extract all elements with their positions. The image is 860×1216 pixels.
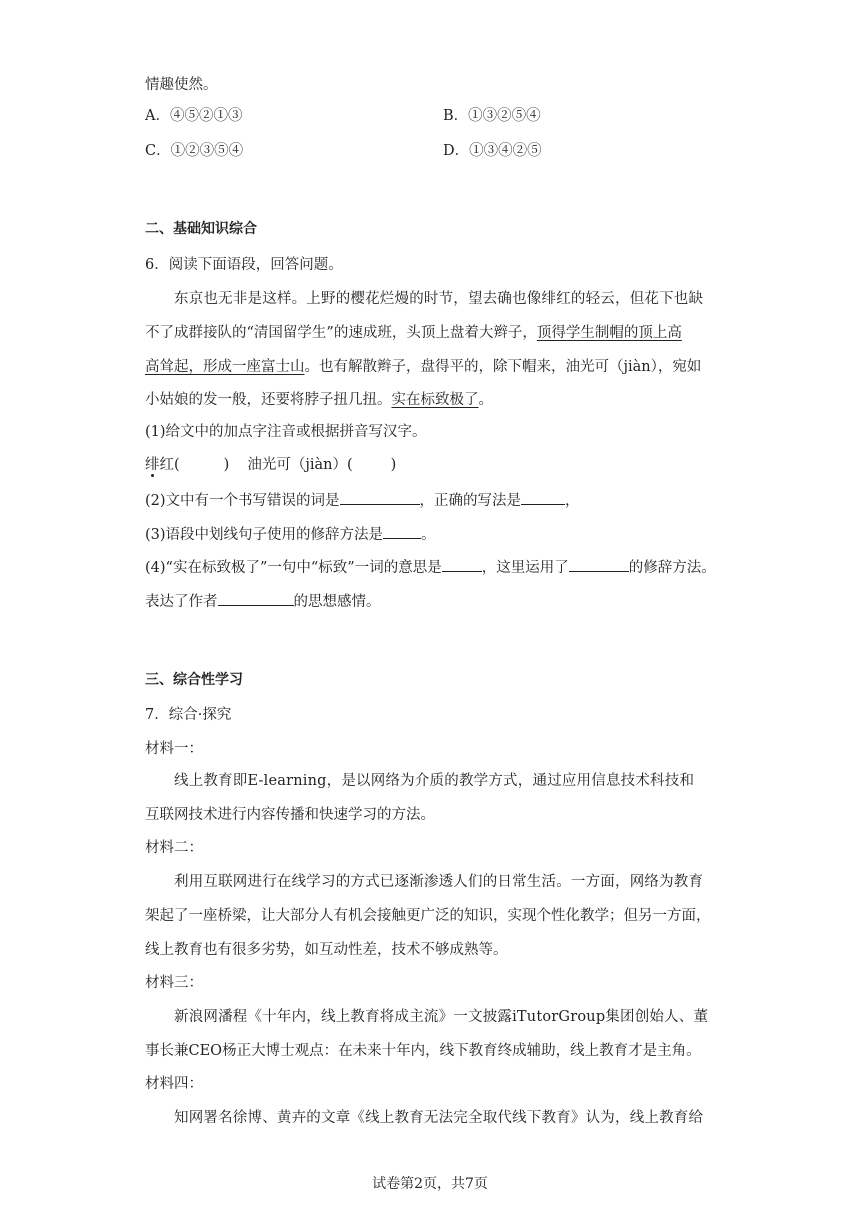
answer-blank[interactable] <box>218 591 294 606</box>
label: ) <box>223 457 230 473</box>
answer-blank[interactable] <box>521 490 565 505</box>
material-1-line: 互联网技术进行内容传播和快速学习的方法。 <box>145 807 435 823</box>
material-3-line: 新浪网潘程《十年内，线上教育将成主流》一文披露iTutorGroup集团创始人、董 <box>174 1009 709 1025</box>
section-2-title: 二、基础知识综合 <box>145 221 257 237</box>
label: 表达了作者 <box>145 594 218 610</box>
q5-option-d: D．①③④②⑤ <box>443 143 542 159</box>
section-3-title: 三、综合性学习 <box>145 672 243 688</box>
label: 红( <box>159 457 180 473</box>
q6-sub1: (1)给文中的加点字注音或根据拼音写汉字。 <box>145 424 427 440</box>
q5-option-a: A．④⑤②①③ <box>145 108 243 124</box>
material-1-line: 线上教育即E-learning，是以网络为介质的教学方式，通过应用信息技术科技和 <box>174 773 695 789</box>
label: 的思想感情。 <box>293 594 381 610</box>
answer-blank[interactable] <box>569 557 629 572</box>
passage-text: 。也有解散辫子，盘得平的，除下帽来，油光可（jiàn），宛如 <box>304 359 702 375</box>
passage-text: 不了成群接队的“清国留学生”的速成班，头顶上盘着大辫子， <box>145 325 537 341</box>
label: (3)语段中划线句子使用的修辞方法是 <box>145 527 384 543</box>
q6-sub4 <box>145 557 716 578</box>
underlined-sentence: 顶得学生制帽的顶上高 <box>536 325 682 341</box>
passage-line-3 <box>145 357 701 377</box>
q6-sub3 <box>145 524 436 545</box>
material-2-label: 材料二： <box>145 840 203 856</box>
material-2-line: 利用互联网进行在线学习的方式已逐渐渗透人们的日常生活。一方面，网络为教育 <box>174 874 704 890</box>
answer-blank[interactable] <box>442 557 482 572</box>
label: ) <box>390 457 397 473</box>
label: ， <box>565 493 580 509</box>
label: ，正确的写法是 <box>419 493 522 509</box>
underlined-sentence: 高耸起，形成一座富士山 <box>145 359 305 375</box>
passage-line-1: 东京也无非是这样。上野的樱花烂熳的时节，望去确也像绯红的轻云，但花下也缺 <box>174 291 704 307</box>
answer-blank[interactable] <box>340 490 420 505</box>
q5-tail: 情趣使然。 <box>145 77 218 93</box>
material-3-line: 事长兼CEO杨正大博士观点：在未来十年内，线下教育终成辅助，线上教育才是主角。 <box>145 1043 701 1059</box>
material-2-line: 线上教育也有很多劣势，如互动性差，技术不够成熟等。 <box>145 942 508 958</box>
page-footer: 试卷第2页，共7页 <box>372 1176 488 1192</box>
passage-line-2 <box>145 323 682 343</box>
label: 。 <box>421 527 436 543</box>
material-2-line: 架起了一座桥梁，让大部分人有机会接触更广泛的知识，实现个性化教学；但另一方面， <box>145 908 711 924</box>
dotted-char: 绯 <box>145 457 160 473</box>
material-4-label: 材料四： <box>145 1076 203 1092</box>
q6-sub4-cont <box>145 591 381 612</box>
label: 的修辞方法。 <box>628 560 716 576</box>
q6-sub1-answer-line <box>145 455 396 475</box>
q6-stem: 6．阅读下面语段，回答问题。 <box>145 257 343 273</box>
answer-blank[interactable] <box>383 524 421 539</box>
material-1-label: 材料一： <box>145 741 203 757</box>
label: (4)“实在标致极了”一句中“标致”一词的意思是 <box>145 560 442 576</box>
q5-option-c: C．①②③⑤④ <box>145 143 244 159</box>
material-4-line: 知网署名徐博、黄卉的文章《线上教育无法完全取代线下教育》认为，线上教育给 <box>174 1110 704 1126</box>
label: 油光可（jiàn）( <box>247 457 353 473</box>
label: ，这里运用了 <box>481 560 569 576</box>
passage-line-4 <box>145 390 493 410</box>
q5-option-b: B．①③②⑤④ <box>443 108 541 124</box>
q6-sub2 <box>145 490 580 511</box>
underlined-phrase: 实在标致极了 <box>391 392 479 408</box>
passage-text: 。 <box>478 392 493 408</box>
passage-text: 小姑娘的发一般，还要将脖子扭几扭。 <box>145 392 392 408</box>
label: (2)文中有一个书写错误的词是 <box>145 493 340 509</box>
material-3-label: 材料三： <box>145 975 203 991</box>
q7-stem: 7．综合·探究 <box>145 707 232 723</box>
